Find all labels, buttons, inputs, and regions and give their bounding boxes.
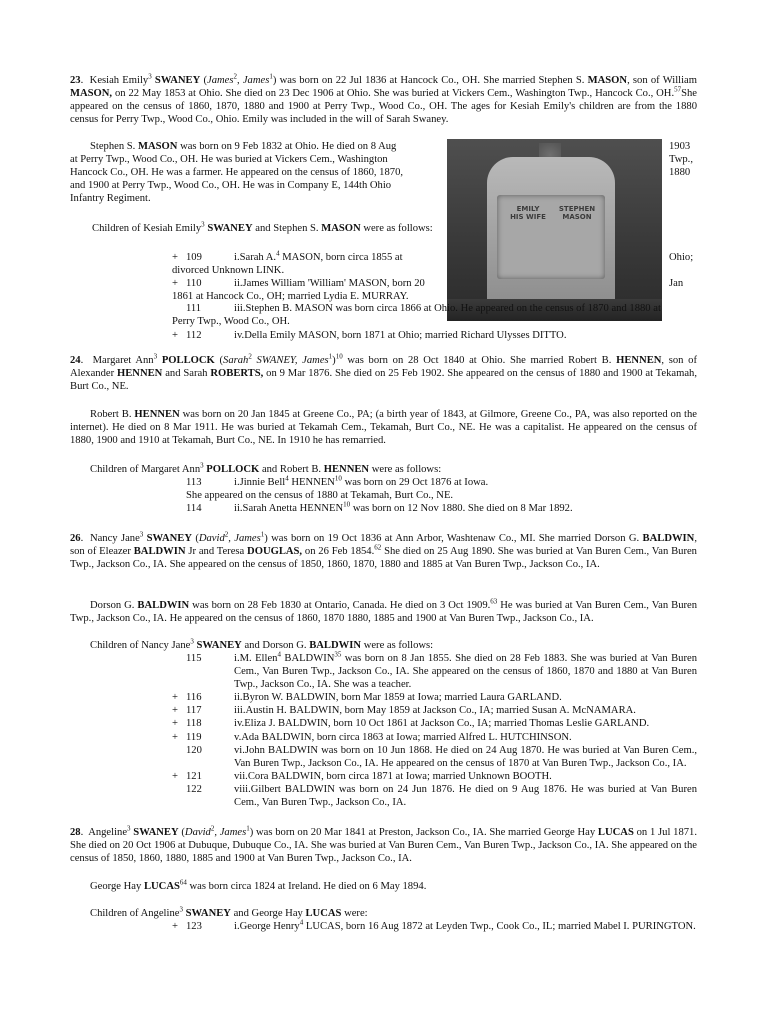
entry-text: was born on 20 Mar 1841 at Preston, Jackson Co., IA. She married George Hay <box>256 827 596 838</box>
child-number: 120 <box>186 744 202 756</box>
footnote-sup: 62 <box>374 543 382 552</box>
children-heading-26 <box>70 639 697 652</box>
heading-text: were as follows: <box>371 464 442 475</box>
parent-name: David <box>198 533 225 544</box>
line: Infantry Regiment. <box>70 193 151 205</box>
child-number: 118 <box>186 718 202 730</box>
spouse-surname: MASON <box>587 75 628 86</box>
child-item <box>172 476 697 489</box>
surname: LUCAS <box>143 881 180 892</box>
generation-sup: 2 <box>210 824 215 833</box>
plus-marker: + <box>172 330 178 341</box>
child-continuation: She appeared on the census of 1880 at Tekamah, Burt Co., NE. <box>186 490 454 502</box>
surname: HENNEN <box>323 464 370 475</box>
child-text-right: Ohio; <box>669 252 694 263</box>
child-continuation: Perry Twp., Wood Co., OH. <box>172 316 290 328</box>
plus-marker <box>172 502 186 515</box>
entry-23: 23. Kesiah Emily$^3$ SWANEY (James$^2$, James$^1$) was born on 22 Jul 1836 at Hancock Co., OH. She married Stephen S. MASON, son of William MASON, on 22 May 1853 at Ohio. She died on 23 Dec 1906 at Ohio. She was buried at Vickers Cem., Washington Twp., Hancock Co., OH.$^{57}$She appeared on the census of 1860, 1870, 1880 and 1900 at Perry Twp., Wood Co., OH. The ages for Kesiah Emily's children are from the 1880 census for Perry Twp., Wood Co., Ohio. Emily was included in the will of Sarah Swaney. <box>70 72 697 126</box>
child-number: 117 <box>186 705 202 717</box>
child-name: Sarah A. <box>239 252 277 263</box>
child-name: Jinnie Bell <box>239 477 286 488</box>
surname: HENNEN <box>117 368 163 380</box>
person-name: Stephen S. <box>90 141 136 152</box>
roman-numeral: i. <box>234 921 240 932</box>
child-name: Della Emily MASON, born 1871 at Ohio; married Richard Ulysses DITTO. <box>244 330 567 341</box>
entry-text: She appeared on the census of 1860, 1870, 1880 and 1900 at Perry Twp., Wood Co., OH. The ages for Kesiah Emily's children are from the 1880 census for Perry Twp., Wood Co., Ohio. Emily was included in the will of Sarah Swaney. <box>70 88 697 126</box>
spouse-father-surname: MASON, <box>70 88 113 100</box>
spouse-paragraph-mason <box>70 140 442 205</box>
parent-name: Sarah <box>223 355 249 366</box>
line: 1903 <box>669 141 691 152</box>
generation-sup: 3 <box>190 637 194 646</box>
surname: POLLOCK <box>206 464 260 475</box>
child-name: Stephen B. MASON was born circa 1866 at Ohio. He appeared on the census of 1870 and 1880 at <box>245 303 661 314</box>
child-item <box>172 277 697 303</box>
generation-sup: 3 <box>127 824 131 833</box>
child-text-rest: was born on 12 Nov 1880. She died on 8 Mar 1892. <box>352 503 573 515</box>
generation-sup: 2 <box>233 72 237 81</box>
surname: SWANEY <box>146 533 192 544</box>
entry-text: , son of Eleazer <box>70 533 697 558</box>
child-number: 119 <box>186 731 202 743</box>
child-name: James William 'William' MASON, born 20 <box>242 278 425 289</box>
line: Twp., <box>669 154 693 166</box>
person-name: Dorson G. <box>90 600 135 611</box>
child-text <box>234 691 697 704</box>
person-name: Kesiah Emily <box>89 75 149 86</box>
children-list-26 <box>172 652 697 809</box>
generation-sup: 2 <box>248 352 252 361</box>
child-number: 116 <box>186 692 202 704</box>
child-item <box>172 691 697 704</box>
roman-numeral: ii. <box>234 692 243 704</box>
parent-name: James <box>207 75 234 86</box>
child-number: 111 <box>186 303 202 314</box>
heading-text: were as follows: <box>363 640 434 651</box>
entry-text: was born on 28 Oct 1840 at Ohio. She married Robert B. <box>347 355 612 366</box>
entry-text: , son of Alexander <box>70 355 697 380</box>
entry-text: on 9 Mar 1876. She died on 25 Feb 1902. She appeared on the census of 1880 and 1900 at Tekamah, Burt Co., NE. <box>70 368 697 393</box>
surname: SWANEY <box>196 640 242 651</box>
heading-text: Children of Margaret Ann <box>90 464 201 475</box>
children-heading-24 <box>70 463 697 476</box>
generation-sup: 1 <box>328 352 333 361</box>
plus-marker: + <box>172 718 178 730</box>
entry-text: was born circa 1824 at Ireland. He died on 6 May 1894. <box>189 881 427 892</box>
line: Hancock Co., OH. He was a farmer. He appeared on the census of 1860, 1870, <box>70 167 404 179</box>
plus-marker: + <box>172 770 178 782</box>
child-line <box>172 277 697 290</box>
child-text <box>234 652 697 691</box>
plus-marker: + <box>172 252 178 263</box>
generation-sup: 3 <box>201 220 205 229</box>
child-item <box>172 920 697 933</box>
parent-name: James <box>219 827 247 838</box>
entry-26: 26. Nancy Jane$^3$ SWANEY (David$^2$, James$^1$) was born on 19 Oct 1836 at Ann Arbor, Washtenaw Co., MI. She married Dorson G. BALDWIN, son of Eleazer BALDWIN Jr and Teresa DOUGLAS, on 26 Feb 1854.62 She died on 25 Aug 1890. She was buried at Van Buren Cem., Van Buren Twp., Jackson Co., IA. She appeared on the census of 1850, 1860, 1870, 1880 and 1885 at Van Buren Twp., Jackson Co., IA. <box>70 530 697 571</box>
child-item <box>172 717 697 730</box>
surname: MASON <box>321 223 361 234</box>
spouse-surname: HENNEN <box>616 355 662 366</box>
surname: SWANEY <box>133 827 179 838</box>
plus-marker <box>172 783 186 809</box>
child-name: Cora BALDWIN, born circa 1871 at Iowa; married Unknown BOOTH. <box>247 770 552 782</box>
person-name: Margaret Ann <box>92 355 154 366</box>
spouse-surname: LUCAS <box>597 827 634 838</box>
footnote-sup: 63 <box>490 597 498 606</box>
child-item <box>172 744 697 770</box>
line: at Perry Twp., Wood Co., OH. He was buried at Vickers Cem., Washington <box>70 154 388 166</box>
entry-text: , son of William <box>627 75 697 86</box>
child-text-right: Jan <box>669 278 684 289</box>
generation-sup: 4 <box>299 918 304 927</box>
footnote-sup: 64 <box>179 878 187 887</box>
roman-numeral: iii. <box>234 705 246 717</box>
child-name: Sarah Anetta HENNEN <box>242 503 344 515</box>
parent-name: James <box>242 75 270 86</box>
person-name: Nancy Jane <box>89 533 140 544</box>
plus-marker: + <box>172 692 178 704</box>
gravestone-right-inscription <box>553 205 601 221</box>
heading-text: and Robert B. <box>261 464 322 475</box>
child-text <box>234 476 697 489</box>
child-item <box>172 652 697 691</box>
footnote-sup: 10 <box>343 500 351 509</box>
heading-text: and Dorson G. <box>244 640 307 651</box>
line <box>70 140 442 153</box>
roman-numeral: iv. <box>234 718 245 730</box>
entry-text: was born on 22 Jul 1836 at Hancock Co., OH. She married Stephen S. <box>279 75 585 86</box>
children-list-28 <box>172 920 697 933</box>
generation-sup: 4 <box>285 474 289 483</box>
child-text <box>234 770 697 783</box>
entry-number: 24 <box>70 355 81 366</box>
surname: SWANEY <box>185 908 231 919</box>
generation-sup: 3 <box>200 461 204 470</box>
child-item <box>172 783 697 809</box>
child-name: Byron W. BALDWIN, born Mar 1859 at Iowa; married Laura GARLAND. <box>242 692 562 704</box>
child-number: 109 <box>186 252 202 263</box>
person-name: George Hay <box>90 881 142 892</box>
plus-marker: + <box>172 278 178 289</box>
surname: SWANEY <box>154 75 201 86</box>
entry-text: on 26 Feb 1854. <box>304 546 375 558</box>
plus-marker <box>172 476 186 489</box>
entry-text: and Sarah <box>165 368 208 380</box>
spouse-paragraph-hennen <box>70 408 697 447</box>
child-number: 122 <box>186 783 202 795</box>
child-number: 113 <box>186 477 202 488</box>
child-number: 115 <box>186 653 202 664</box>
child-name: M. Ellen <box>239 653 278 664</box>
entry-number: 28 <box>70 827 81 838</box>
child-name: Ada BALDWIN, born circa 1863 at Iowa; married Alfred L. HUTCHINSON. <box>241 731 572 743</box>
child-item <box>172 251 697 277</box>
child-text-rest: was born on 29 Oct 1876 at Iowa. <box>344 477 489 488</box>
surname: BALDWIN <box>309 640 362 651</box>
generation-sup: 2 <box>224 530 229 539</box>
generation-sup: 1 <box>246 824 250 833</box>
child-text <box>234 502 697 515</box>
roman-numeral: vi. <box>234 744 245 756</box>
plus-marker: + <box>172 921 178 932</box>
plus-marker: + <box>172 705 178 717</box>
roman-numeral: ii. <box>234 278 243 289</box>
child-name: Eliza J. BALDWIN, born 10 Oct 1861 at Jackson Co., IA; married Thomas Leslie GARLAND. <box>244 718 650 730</box>
roman-numeral: i. <box>234 252 240 263</box>
entry-text: He was buried at Van Buren Cem., Van Buren Twp., Jackson Co., IA. He appeared on the census of 1860, 1870 1880, 1885 and 1900 at Van Buren Twp., Jackson Co., IA. <box>70 600 698 625</box>
child-text <box>234 302 697 315</box>
inscription-line: EMILY <box>516 205 540 213</box>
child-item <box>172 770 697 783</box>
heading-text: Children of Kesiah Emily <box>92 223 202 234</box>
line: 1880 <box>669 167 691 179</box>
footnote-sup: 57 <box>674 85 682 94</box>
right-column-text <box>669 140 697 179</box>
child-text <box>234 277 499 290</box>
child-name: Gilbert BALDWIN was born on 24 Jun 1876. He died on 9 Aug 1876. He was buried at Van Buren Cem., Van Buren Twp., Jackson Co., IA. <box>234 783 697 809</box>
child-name: George Henry <box>239 921 300 932</box>
child-text-rest: MASON, born circa 1855 at <box>279 252 403 263</box>
child-line <box>172 302 697 315</box>
entry-text: on 1 Jul 1871. She died on 20 Oct 1906 at Dubuque, Dubuque Co., IA. She was buried at Van Buren Cem., Van Buren Twp., Jackson Co., IA. She appeared on the census of 1850, 1860, 1880, 1885 and 1900 at Van Buren Twp., Jackson Co., IA. <box>70 827 697 865</box>
person-name: Angeline <box>88 827 128 838</box>
entry-text: was born on 20 Jan 1845 at Greene Co., PA; (a birth year of 1843, at Gilmore, Greene Co., PA, was also reported on the internet). He died on 8 Mar 1911. He was buried at Tekamah Cem., Tekamah, Burt Co., NE. He was a capitalist. He appeared on the census of 1880, 1900 and 1910 at Tekamah, Burt Co., NE. In 1910 he has remarried. <box>70 409 697 447</box>
entry-number: 26 <box>70 533 81 544</box>
heading-text: and Stephen S. <box>255 223 319 234</box>
surname: SWANEY <box>207 223 253 234</box>
entry-number: 23 <box>70 75 81 86</box>
child-text <box>234 783 697 809</box>
inscription-line: STEPHEN <box>558 205 596 213</box>
child-item <box>172 502 697 515</box>
child-item <box>172 302 697 328</box>
heading-text: Children of Nancy Jane <box>90 640 191 651</box>
plus-marker: + <box>172 731 178 743</box>
entry-text: was born on 28 Feb 1830 at Ontario, Canada. He died on 3 Oct 1909. <box>192 600 491 611</box>
child-number: 121 <box>186 770 202 782</box>
generation-sup: 3 <box>139 530 144 539</box>
roman-numeral: i. <box>234 477 240 488</box>
children-heading-23 <box>70 222 442 235</box>
generation-sup: 1 <box>269 72 273 81</box>
child-number: 123 <box>186 921 202 932</box>
entry-24: 24. Margaret Ann$^3$ POLLOCK (Sarah$^2$ SWANEY, James$^1$)$^{10}$ was born on 28 Oct 1840 at Ohio. She married Robert B. HENNEN, son of Alexander HENNEN and Sarah ROBERTS, on 9 Mar 1876. She died on 25 Feb 1902. She appeared on the census of 1880 and 1900 at Tekamah, Burt Co., NE. <box>70 352 697 393</box>
child-text <box>234 251 499 264</box>
plus-marker <box>172 652 186 691</box>
generation-sup: 4 <box>276 249 280 258</box>
child-text <box>234 704 697 717</box>
parent-name: James <box>234 533 261 544</box>
surname: BALDWIN <box>137 600 190 611</box>
roman-numeral: viii. <box>234 783 251 795</box>
surname: BALDWIN <box>133 546 186 558</box>
child-item <box>172 329 697 342</box>
child-continuation: divorced Unknown LINK. <box>172 265 285 277</box>
entry-text: She died on 25 Aug 1890. She was buried at Van Buren Cem., Van Buren Twp., Jackson Co., IA. She appeared on the census of 1850, 1860, 1870, 1880 and 1885 at Van Buren Twp., Jackson Co., IA. <box>70 546 697 571</box>
plus-marker <box>172 744 186 770</box>
footnote-sup: 10 <box>335 352 343 361</box>
generation-sup: 3 <box>148 72 152 81</box>
generation-sup: 3 <box>179 905 183 914</box>
generation-sup: 4 <box>277 650 281 659</box>
child-surname: HENNEN <box>291 477 335 488</box>
gravestone-left-inscription <box>505 205 551 221</box>
roman-numeral: ii. <box>234 503 243 515</box>
roman-numeral: iv. <box>234 330 245 341</box>
roman-numeral: iii. <box>234 303 246 314</box>
children-list-24 <box>172 476 697 515</box>
child-number: 114 <box>186 503 202 515</box>
child-line <box>172 329 697 342</box>
surname: HENNEN <box>134 409 180 420</box>
child-line <box>172 251 697 264</box>
person-name: Robert B. <box>90 409 132 420</box>
child-text <box>234 920 697 933</box>
surname: LUCAS <box>305 908 342 919</box>
inscription-line: HIS WIFE <box>510 213 546 221</box>
entry-text: was born on 19 Oct 1836 at Ann Arbor, Washtenaw Co., MI. She married Dorson G. <box>271 533 640 544</box>
parent-name: SWANEY, James <box>256 355 329 366</box>
child-item <box>172 704 697 717</box>
surname: DOUGLAS, <box>247 546 303 558</box>
children-heading-28 <box>70 907 697 920</box>
child-text-rest: LUCAS, born 16 Aug 1872 at Leyden Twp., Cook Co., IL; married Mabel I. PURINGTON. <box>305 921 696 932</box>
child-surname: BALDWIN <box>280 653 335 664</box>
child-continuation: 1861 at Hancock Co., OH; married Lydia E. MURRAY. <box>172 291 409 303</box>
entry-28: 28. Angeline$^3$ SWANEY (David$^2$, James$^1$) was born on 20 Mar 1841 at Preston, Jackson Co., IA. She married George Hay LUCAS on 1 Jul 1871. She died on 20 Oct 1906 at Dubuque, Dubuque Co., IA. She was buried at Van Buren Cem., Van Buren Twp., Jackson Co., IA. She appeared on the census of 1850, 1860, 1880, 1885 and 1900 at Van Buren Twp., Jackson Co., IA. <box>70 824 697 865</box>
child-name: John BALDWIN was born on 10 Jun 1868. He died on 24 Aug 1870. He was buried at Van Buren Cem., Van Buren Twp., Jackson Co., IA. He appeared on the census of 1870 at Van Buren Twp., Jackson Co., IA. <box>234 744 697 769</box>
spouse-surname: BALDWIN <box>642 533 695 544</box>
heading-text: and George Hay <box>233 908 303 919</box>
child-text <box>234 329 697 342</box>
line: and 1900 at Perry Twp., Wood Co., OH. He was in Company E, 144th Ohio <box>70 180 392 192</box>
spouse-paragraph-baldwin <box>70 599 697 625</box>
footnote-sup: 10 <box>334 474 342 483</box>
generation-sup: 3 <box>153 352 158 361</box>
entry-text: Jr and Teresa <box>188 546 245 558</box>
surname: POLLOCK <box>161 355 215 366</box>
inscription-line: MASON <box>562 213 592 221</box>
child-number: 112 <box>186 330 202 341</box>
heading-text: were: <box>344 908 368 919</box>
child-name: Austin H. BALDWIN, born May 1859 at Jackson Co., IA; married Susan A. McNAMARA. <box>245 705 636 717</box>
heading-text: Children of Angeline <box>90 908 180 919</box>
child-number: 110 <box>186 278 202 289</box>
child-item <box>172 731 697 744</box>
roman-numeral: i. <box>234 653 240 664</box>
spouse-paragraph-lucas <box>70 880 697 893</box>
child-text <box>234 717 697 730</box>
heading-text: were as follows: <box>363 223 433 234</box>
plus-marker <box>172 302 186 315</box>
roman-numeral: vii. <box>234 770 248 782</box>
parent-name: David <box>184 827 211 838</box>
footnote-sup: 35 <box>334 650 342 659</box>
generation-sup: 1 <box>260 530 265 539</box>
roman-numeral: v. <box>234 731 242 743</box>
surname: ROBERTS, <box>210 368 264 380</box>
surname: MASON <box>137 141 178 152</box>
child-text-rest: was born on 8 Jan 1855. She died on 28 Feb 1883. She was buried at Van Buren Cem., Van Buren Twp., Jackson Co., IA. She appeared on the census of 1860, 1870 and 1880 at Van Buren Twp., Jackson Co., IA. She was a teacher. <box>234 653 697 691</box>
entry-text: was born on 9 Feb 1832 at Ohio. He died on 8 Aug <box>180 141 397 152</box>
child-text <box>234 731 697 744</box>
entry-text: on 22 May 1853 at Ohio. She died on 23 Dec 1906 at Ohio. She was buried at Vickers Cem., Washington Twp., Hancock Co., OH. <box>114 88 675 100</box>
child-text <box>234 744 697 770</box>
